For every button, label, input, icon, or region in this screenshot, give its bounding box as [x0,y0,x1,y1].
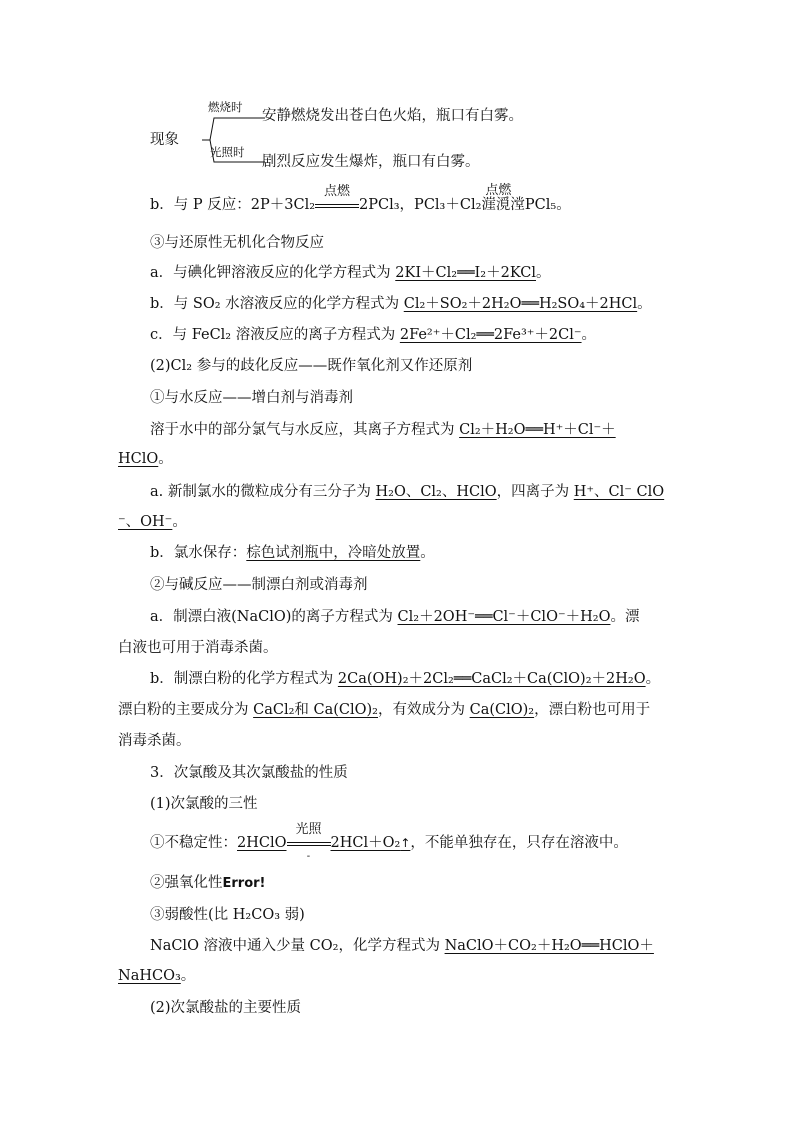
reaction-ki: a．与碘化钾溶液反应的化学方程式为 2KI＋Cl₂══I₂＋2KCl。 [150,265,551,281]
chlorine-water-storage: b．氯水保存：棕色试剂瓶中，冷暗处放置。 [150,545,435,561]
ignite-condition: 点燃 [315,195,359,215]
heading-base-reaction: ②与碱反应——制漂白剂或消毒剂 [150,577,368,593]
phenomenon-label: 现象 [150,132,179,148]
bleach-powder-line-1: b．制漂白粉的化学方程式为 2Ca(OH)₂＋2Cl₂══CaCl₂＋Ca(ClO)₂＋2H₂O。 [150,671,661,687]
reaction-fecl2: c．与 FeCl₂ 溶液反应的离子方程式为 2Fe²⁺＋Cl₂══2Fe³⁺＋2Cl⁻。 [150,327,597,343]
burning-phenomenon: 安静燃烧发出苍白色火焰，瓶口有白雾。 [262,108,523,124]
bleach-liquid-line-1: a．制漂白液(NaClO)的离子方程式为 Cl₂＋2OH⁻══Cl⁻＋ClO⁻＋H₂O。漂 [150,609,640,625]
reaction-with-p: b．与 P 反应：2P＋3Cl₂ 点燃 2PCl₃，PCl₃＋Cl₂ 点燃 漄漞漟PCl₅。 [150,183,571,213]
light-condition: 光照时 [210,145,245,159]
fresh-chlorine-water-line-1: a. 新制氯水的微粒成分有三分子为 H₂O、Cl₂、HClO，四离子为 H⁺、Cl⁻ ClO [150,484,665,500]
water-reaction-line-2: HClO。 [118,451,173,467]
subsection-hypochlorite: (2)次氯酸盐的主要性质 [150,1000,302,1016]
naclo-co2-line-1: NaClO 溶液中通入少量 CO₂，化学方程式为 NaClO＋CO₂＋H₂O══HClO＋ [150,938,654,954]
bleach-liquid-line-2: 白液也可用于消毒杀菌。 [118,640,278,656]
hclo-oxidizing: ②强氧化性Error! [150,875,266,891]
subsection-hclo-properties: (1)次氯酸的三性 [150,796,258,812]
ignite-condition-2: 点燃 [485,183,512,198]
hclo-instability: ①不稳定性：2HClO 光照 - 2HCl＋O₂↑，不能单独存在，只存在溶液中。 [150,822,628,862]
section-3-heading: 3．次氯酸及其次氯酸盐的性质 [150,765,348,781]
bleach-powder-line-3: 消毒杀菌。 [118,733,191,749]
bleach-powder-line-2: 漂白粉的主要成分为 CaCl₂和 Ca(ClO)₂，有效成分为 Ca(ClO)₂，漂白粉也可用于 [118,702,651,718]
heading-water-reaction: ①与水反应——增白剂与消毒剂 [150,390,353,406]
naclo-co2-line-2: NaHCO₃。 [118,968,196,984]
heading-reducing-compounds: ③与还原性无机化合物反应 [150,235,324,251]
reaction-so2: b．与 SO₂ 水溶液反应的化学方程式为 Cl₂＋SO₂＋2H₂O══H₂SO₄＋2HCl。 [150,296,652,312]
light-condition-mark: 光照 - [287,833,331,853]
hclo-weak-acid: ③弱酸性(比 H₂CO₃ 弱) [150,907,305,923]
fresh-chlorine-water-line-2: ⁻、OH⁻。 [118,514,187,530]
burning-condition: 燃烧时 [208,100,243,114]
heading-disproportionation: (2)Cl₂ 参与的歧化反应——既作氧化剂又作还原剂 [150,358,473,374]
light-phenomenon: 剧烈反应发生爆炸，瓶口有白雾。 [262,154,480,170]
water-reaction-line-1: 溶于水中的部分氯气与水反应，其离子方程式为 Cl₂＋H₂O══H⁺＋Cl⁻＋ [150,422,616,438]
